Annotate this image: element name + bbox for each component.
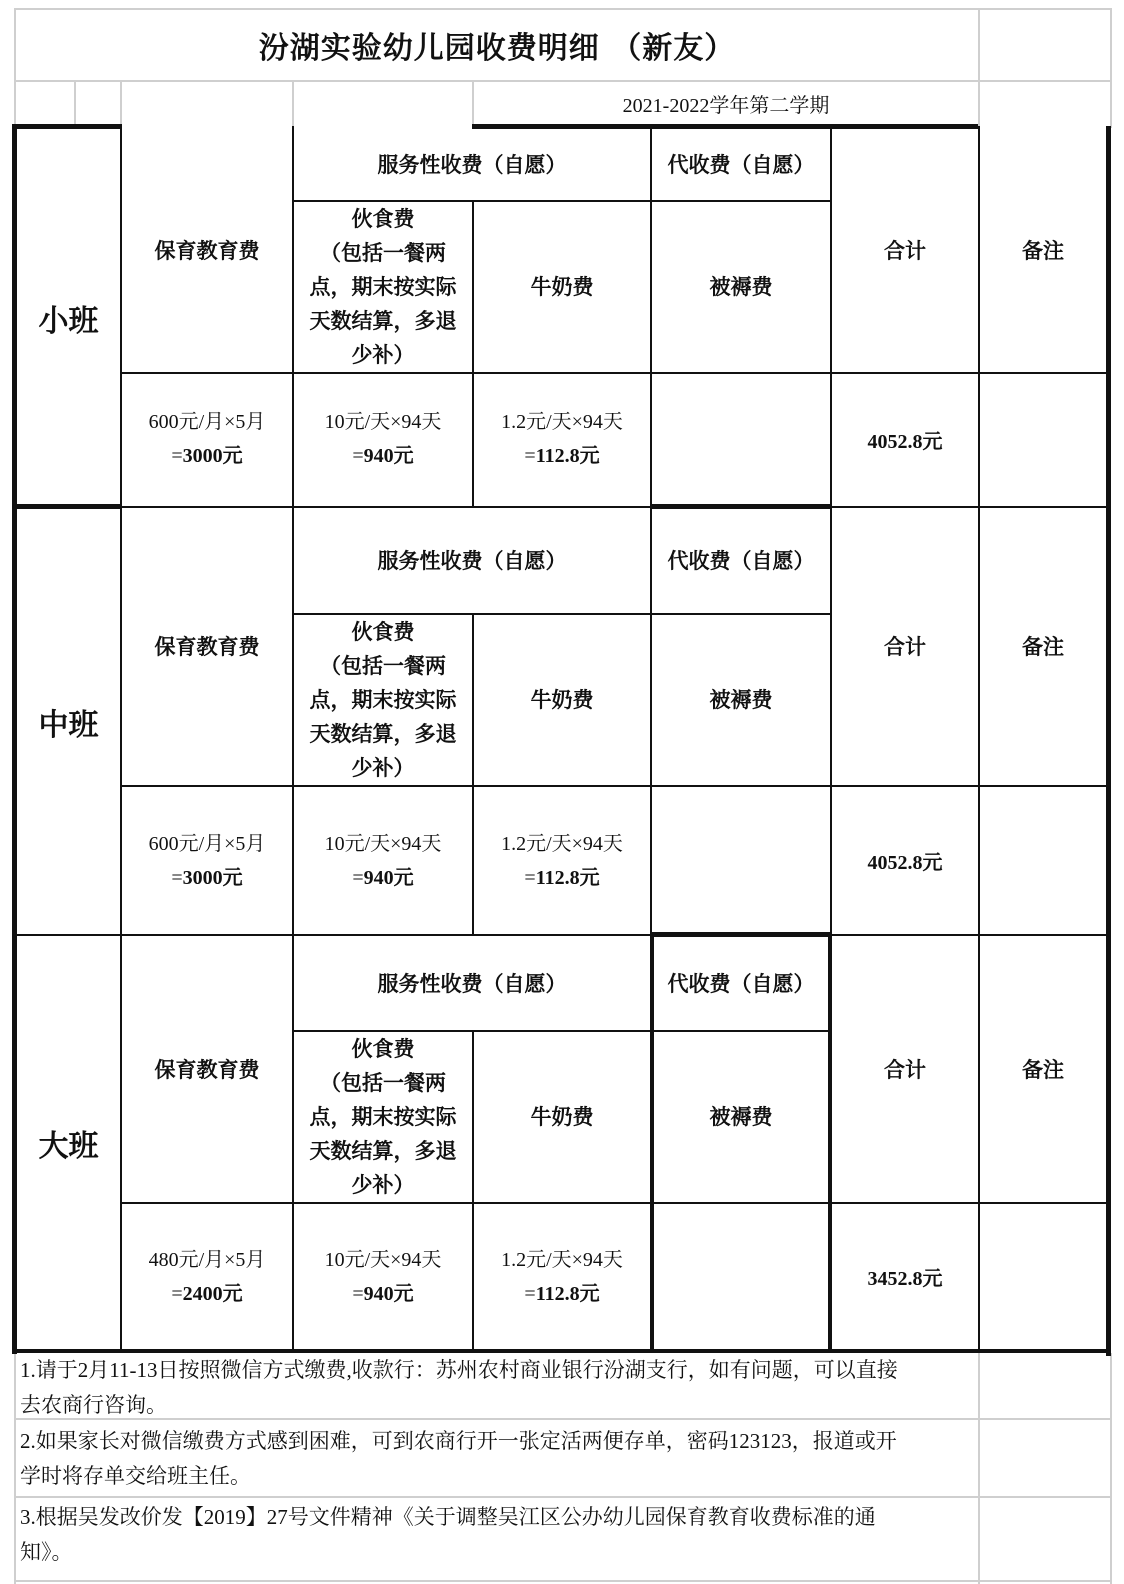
remarks-header: 备注 xyxy=(1022,635,1064,659)
note-1: 1.请于2月11-13日按照微信方式缴费,收款行：苏州农村商业银行汾湖支行，如有问题，可以直接 去农商行咨询。 xyxy=(20,1358,898,1417)
nursery-fee-header: 保育教育费 xyxy=(154,238,260,263)
remarks-value xyxy=(980,1204,1106,1349)
total-value: 4052.8元 xyxy=(867,430,943,453)
total-value: 3452.8元 xyxy=(867,1268,943,1290)
milk-fee-value: 1.2元/天×94天 =112.8元 xyxy=(501,1248,623,1305)
bedding-fee-value xyxy=(652,787,830,934)
remarks-value xyxy=(980,787,1106,934)
bedding-fee-value xyxy=(654,1204,828,1349)
nursery-fee-value: 600元/月×5月 =3000元 xyxy=(148,832,266,889)
bedding-fee-header: 被褥费 xyxy=(709,688,773,712)
total-header: 合计 xyxy=(884,635,926,659)
remarks-header: 备注 xyxy=(1022,1057,1064,1082)
meal-fee-header: 伙食费 （包括一餐两 点，期末按实际 天数结算，多退 少补） xyxy=(309,207,457,367)
milk-fee-header: 牛奶费 xyxy=(530,275,594,299)
bedding-fee-value xyxy=(652,374,830,504)
class-name-small: 小班 xyxy=(38,303,99,339)
service-fee-header: 服务性收费（自愿） xyxy=(377,152,567,177)
meal-fee-value: 10元/天×94天 =940元 xyxy=(324,832,442,889)
term-label: 2021-2022学年第二学期 xyxy=(622,94,830,117)
service-fee-header: 服务性收费（自愿） xyxy=(377,971,567,996)
total-header: 合计 xyxy=(884,238,926,263)
bedding-fee-header: 被褥费 xyxy=(709,275,773,299)
meal-fee-value: 10元/天×94天 =940元 xyxy=(324,411,442,467)
page-title: 汾湖实验幼儿园收费明细 （新友） xyxy=(258,31,736,66)
class-name-large: 大班 xyxy=(38,1129,99,1164)
total-header: 合计 xyxy=(884,1057,926,1082)
service-fee-header: 服务性收费（自愿） xyxy=(377,549,567,573)
agency-fee-header: 代收费（自愿） xyxy=(667,549,815,573)
class-name-middle: 中班 xyxy=(38,707,99,743)
total-value: 4052.8元 xyxy=(867,852,943,874)
nursery-fee-header: 保育教育费 xyxy=(154,635,260,659)
bedding-fee-header: 被褥费 xyxy=(709,1105,773,1129)
milk-fee-header: 牛奶费 xyxy=(530,1105,594,1129)
milk-fee-value: 1.2元/天×94天 =112.8元 xyxy=(501,411,623,467)
nursery-fee-value: 600元/月×5月 =3000元 xyxy=(148,411,266,467)
nursery-fee-value: 480元/月×5月 =2400元 xyxy=(148,1248,266,1305)
note-3: 3.根据吴发改价发【2019】27号文件精神《关于调整吴江区公办幼儿园保育教育收费标准的通 知》。 xyxy=(20,1505,876,1564)
agency-fee-header: 代收费（自愿） xyxy=(667,971,815,996)
nursery-fee-header: 保育教育费 xyxy=(154,1057,260,1082)
meal-fee-header: 伙食费 （包括一餐两 点，期末按实际 天数结算，多退 少补） xyxy=(309,620,457,780)
remarks-header: 备注 xyxy=(1022,238,1064,263)
note-2: 2.如果家长对微信缴费方式感到困难，可到农商行开一张定活两便存单，密码123123，报道或开 学时将存单交给班主任。 xyxy=(20,1429,897,1488)
milk-fee-value: 1.2元/天×94天 =112.8元 xyxy=(501,832,623,889)
agency-fee-header: 代收费（自愿） xyxy=(667,152,815,177)
remarks-value xyxy=(980,374,1106,504)
meal-fee-header: 伙食费 （包括一餐两 点，期末按实际 天数结算，多退 少补） xyxy=(309,1037,457,1197)
milk-fee-header: 牛奶费 xyxy=(530,688,594,712)
meal-fee-value: 10元/天×94天 =940元 xyxy=(324,1248,442,1305)
